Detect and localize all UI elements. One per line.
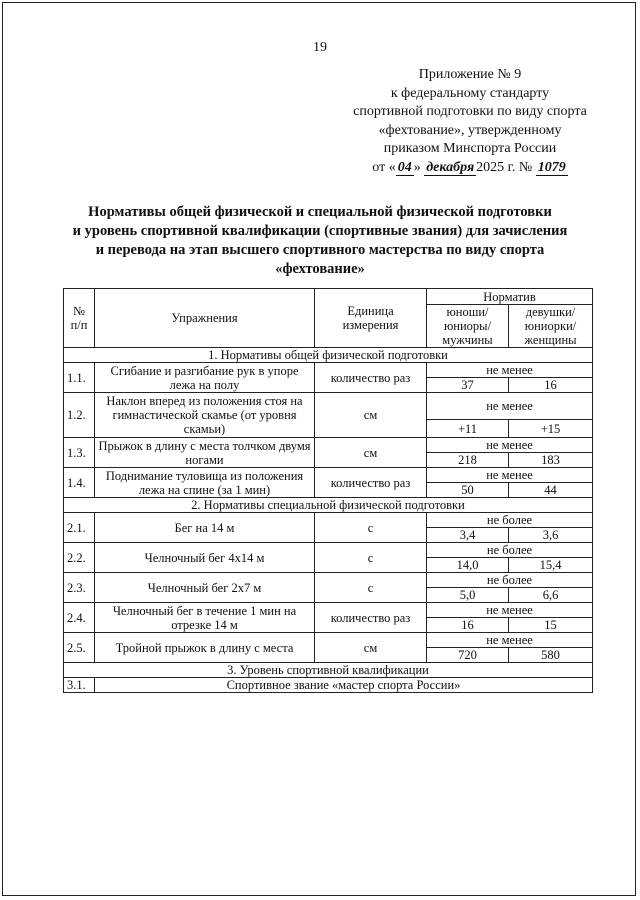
row-limit: не более	[427, 543, 593, 558]
row-unit: см	[315, 438, 427, 468]
row-num: 2.4.	[64, 603, 95, 633]
row-value-girls: 3,6	[509, 528, 593, 543]
row-limit: не менее	[427, 633, 593, 648]
appendix-line-3: спортивной подготовки по виду спорта	[353, 104, 587, 119]
row-value-girls: 16	[509, 378, 593, 393]
section-title: 3. Уровень спортивной квалификации	[64, 663, 593, 678]
row-exercise: Бег на 14 м	[95, 513, 315, 543]
row-unit: с	[315, 573, 427, 603]
row-unit: с	[315, 543, 427, 573]
section-title: 2. Нормативы специальной физической подготовки	[64, 498, 593, 513]
row-value-boys: 218	[427, 453, 509, 468]
header-num: № п/п	[64, 289, 95, 348]
row-value-girls: 15	[509, 618, 593, 633]
row-limit: не менее	[427, 363, 593, 378]
header-norm: Норматив	[427, 289, 593, 305]
section-title: 1. Нормативы общей физической подготовки	[64, 348, 593, 363]
row-unit: см	[315, 633, 427, 663]
row-limit: не менее	[427, 393, 593, 420]
row-value-boys: 3,4	[427, 528, 509, 543]
date-mid: »	[413, 159, 421, 175]
table-row	[64, 363, 593, 378]
row-num: 1.2.	[64, 393, 95, 438]
row-num: 2.5.	[64, 633, 95, 663]
row-value-boys: 5,0	[427, 588, 509, 603]
row-exercise: Спортивное звание «мастер спорта России»	[95, 678, 593, 693]
row-unit: с	[315, 513, 427, 543]
row-unit: количество раз	[315, 363, 427, 393]
row-unit: см	[315, 393, 427, 438]
row-exercise: Тройной прыжок в длину с места	[95, 633, 315, 663]
row-exercise: Челночный бег 2х7 м	[95, 573, 315, 603]
row-limit: не менее	[427, 603, 593, 618]
table-row	[64, 468, 593, 483]
row-num: 1.4.	[64, 468, 95, 498]
row-value-girls: +15	[509, 420, 593, 438]
header-girls: девушки/ юниорки/ женщины	[509, 305, 593, 348]
date-month: декабря	[426, 159, 475, 175]
date-day: 04	[397, 159, 412, 175]
page-number: 19	[313, 40, 327, 55]
row-value-girls: 183	[509, 453, 593, 468]
row-exercise: Челночный бег в течение 1 мин на отрезке 14 м	[95, 603, 315, 633]
row-value-boys: +11	[427, 420, 509, 438]
row-num: 2.1.	[64, 513, 95, 543]
title-line-1: Нормативы общей физической и специальной физической подготовки	[88, 204, 552, 220]
header-exercise: Упражнения	[95, 289, 315, 348]
row-exercise: Челночный бег 4х14 м	[95, 543, 315, 573]
table-row	[64, 438, 593, 453]
appendix-line-1: Приложение № 9	[418, 67, 522, 82]
section-row	[64, 498, 593, 513]
row-limit: не более	[427, 573, 593, 588]
table-row	[64, 573, 593, 588]
row-limit: не менее	[427, 468, 593, 483]
row-value-boys: 50	[427, 483, 509, 498]
order-number: 1079	[537, 159, 566, 175]
row-num: 2.3.	[64, 573, 95, 603]
row-value-boys: 720	[427, 648, 509, 663]
row-num: 3.1.	[64, 678, 95, 693]
appendix-line-4: «фехтование», утвержденному	[378, 122, 562, 138]
row-exercise: Сгибание и разгибание рук в упоре лежа на полу	[95, 363, 315, 393]
row-exercise: Наклон вперед из положения стоя на гимнастической скамье (от уровня скамьи)	[95, 393, 315, 438]
document-title	[40, 203, 600, 279]
row-value-boys: 14,0	[427, 558, 509, 573]
title-line-4: «фехтование»	[275, 261, 365, 277]
row-num: 1.3.	[64, 438, 95, 468]
appendix-block	[340, 66, 600, 177]
row-unit: количество раз	[315, 468, 427, 498]
header-unit: Единица измерения	[315, 289, 427, 348]
row-value-girls: 15,4	[509, 558, 593, 573]
title-line-2: и уровень спортивной квалификации (спортивные звания) для зачисления	[72, 223, 568, 239]
row-exercise: Поднимание туловища из положения лежа на спине (за 1 мин)	[95, 468, 315, 498]
table-row	[64, 543, 593, 558]
title-line-3: и перевода на этап высшего спортивного мастерства по виду спорта	[95, 242, 545, 258]
row-limit: не менее	[427, 438, 593, 453]
table-row	[64, 678, 593, 693]
appendix-line-5: приказом Минспорта России	[383, 141, 557, 156]
norms-table	[63, 288, 593, 693]
row-value-girls: 580	[509, 648, 593, 663]
row-num: 2.2.	[64, 543, 95, 573]
row-value-boys: 37	[427, 378, 509, 393]
table-row	[64, 513, 593, 528]
row-limit: не более	[427, 513, 593, 528]
row-value-girls: 44	[509, 483, 593, 498]
row-exercise: Прыжок в длину с места толчком двумя ногами	[95, 438, 315, 468]
date-year: 2025 г. №	[476, 159, 533, 175]
table-row	[64, 633, 593, 648]
row-value-girls: 6,6	[509, 588, 593, 603]
table-row	[64, 393, 593, 420]
appendix-line-2: к федеральному стандарту	[390, 85, 550, 101]
table-row	[64, 603, 593, 618]
row-unit: количество раз	[315, 603, 427, 633]
section-row	[64, 348, 593, 363]
norms-table-body	[64, 348, 593, 693]
section-row	[64, 663, 593, 678]
row-value-boys: 16	[427, 618, 509, 633]
date-prefix: от «	[372, 159, 396, 175]
row-num: 1.1.	[64, 363, 95, 393]
header-boys: юноши/ юниоры/ мужчины	[427, 305, 509, 348]
appendix-date-line	[340, 159, 600, 178]
